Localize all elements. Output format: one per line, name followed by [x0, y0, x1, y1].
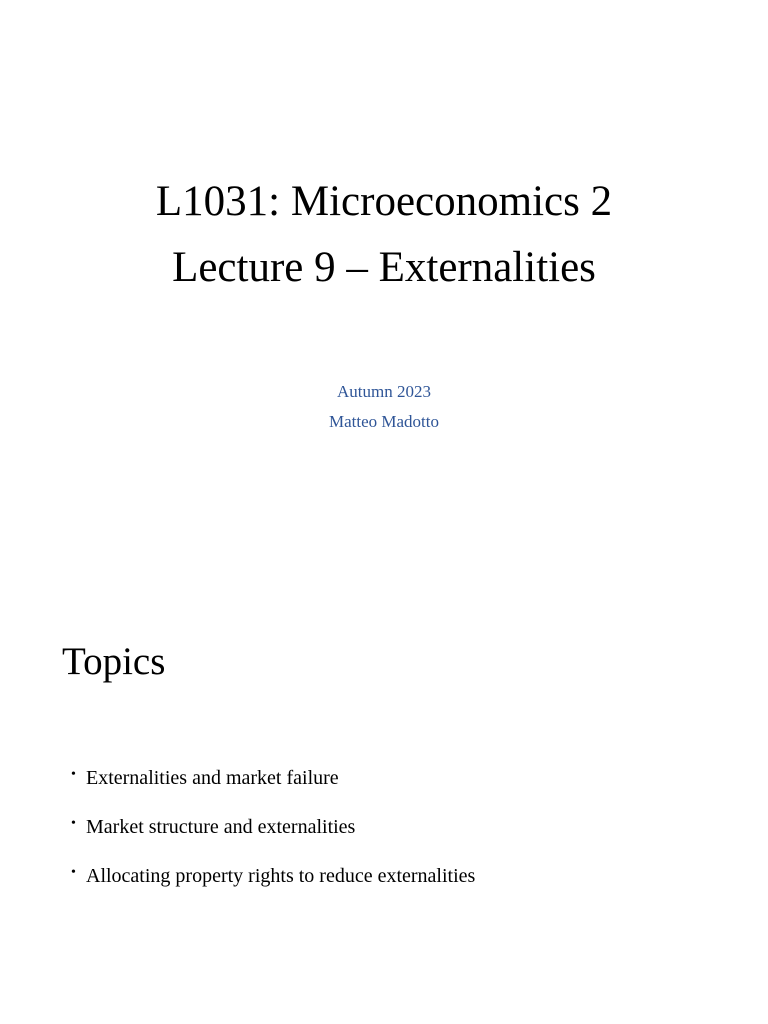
bullet-icon: • [71, 816, 76, 831]
topic-text: Allocating property rights to reduce externalities [86, 865, 476, 887]
lecture-title: Lecture 9 – Externalities [172, 244, 596, 291]
bullet-icon: • [71, 767, 76, 782]
term-label: Autumn 2023 [337, 382, 431, 401]
topic-text: Market structure and externalities [86, 816, 356, 838]
list-item [71, 765, 475, 791]
list-item [71, 814, 475, 840]
topics-heading: Topics [62, 640, 166, 683]
author-name: Matteo Madotto [328, 412, 439, 431]
bullet-icon: • [71, 865, 76, 880]
list-item [71, 863, 475, 889]
topics-list [71, 765, 475, 912]
topic-text: Externalities and market failure [86, 767, 339, 789]
course-title: L1031: Microeconomics 2 [155, 178, 613, 225]
